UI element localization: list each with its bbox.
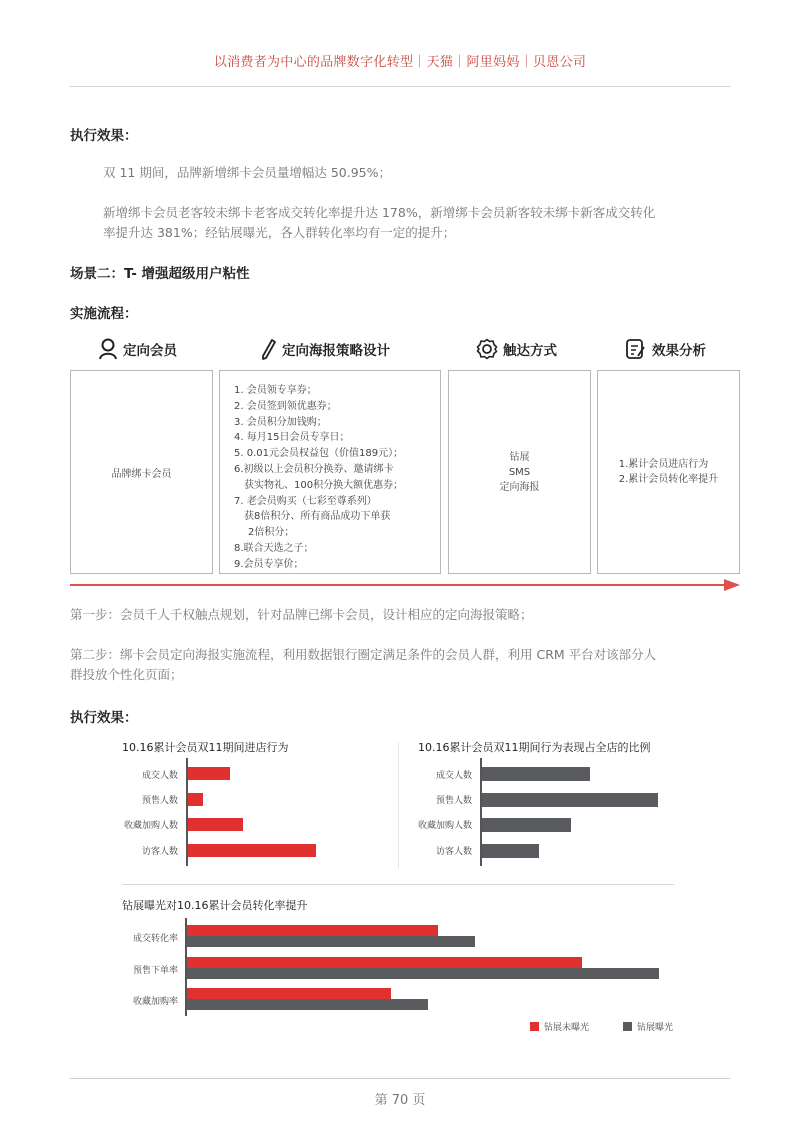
reach-item: 定向海报: [499, 481, 540, 493]
chart3-legend-item-not-exposed: [530, 1020, 589, 1033]
page-number: 第 70 页: [374, 1093, 426, 1108]
gear-icon: [476, 338, 498, 360]
person-icon: [98, 338, 118, 360]
flow-box-target-members: [70, 370, 213, 574]
header-title: 以消费者为中心的品牌数字化转型｜天猫｜阿里妈妈｜贝恩公司: [213, 55, 587, 70]
chart2-bar: [482, 793, 658, 807]
paragraph-result-1: 双 11 期间，品牌新增绑卡会员量增幅达 50.95%；: [103, 165, 391, 180]
chart3-bar-not-exposed: [187, 957, 582, 968]
strategy-item: 7. 老会员购买（七彩至尊系列）: [234, 495, 377, 507]
strategy-item: 4. 每月15日会员专享日；: [234, 432, 350, 444]
chart3-bar-not-exposed: [187, 988, 391, 999]
legend-swatch-gray: [623, 1022, 632, 1031]
flow-header-poster-strategy: [261, 337, 390, 361]
step-1: 第一步：会员千人千权触点规划，针对品牌已绑卡会员，设计相应的定向海报策略；: [70, 607, 533, 622]
strategy-item-cont: 2倍积分；: [248, 527, 295, 539]
chart2: [392, 758, 682, 868]
footer-divider: [70, 1078, 730, 1079]
chart3-bar-not-exposed: [187, 925, 438, 936]
chart3-title: 钻展曝光对10.16累计会员转化率提升: [122, 899, 308, 912]
strategy-item: 2. 会员签到领优惠券；: [234, 400, 337, 412]
strategy-item-cont: 获实物礼、100积分换大额优惠券；: [244, 479, 404, 491]
flow-header-label: 效果分析: [652, 343, 706, 359]
chart1-bar: [188, 844, 317, 857]
chart2-category-label: 成交人数: [435, 771, 472, 781]
box-text: 品牌绑卡会员: [111, 468, 172, 480]
section-heading-execution-results-2: 执行效果：: [70, 710, 138, 726]
chart3-category-label: 预售下单率: [132, 966, 178, 976]
chart3-category-label: 收藏加购率: [132, 997, 178, 1007]
flow-header-label: 定向海报策略设计: [282, 343, 390, 359]
section-heading-execution-results: 执行效果：: [70, 128, 138, 144]
chart3-bar-exposed: [187, 936, 475, 947]
reach-item: 钻展: [509, 451, 530, 463]
chart1-category-label: 成交人数: [141, 771, 178, 781]
reach-list: [500, 450, 540, 495]
chart2-bar: [482, 767, 590, 781]
paragraph-result-2a: 新增绑卡会员老客较未绑卡老客成交转化率提升达 178%，新增绑卡会员新客较未绑卡新客成交转化: [103, 205, 656, 220]
process-heading: 实施流程：: [70, 306, 138, 322]
chart1-bar: [188, 793, 204, 806]
flow-header-reach-method: [476, 337, 557, 361]
chart-separator-horizontal: [122, 884, 674, 885]
chart2-bar: [482, 818, 572, 832]
flow-header-label: 触达方式: [503, 343, 557, 359]
chart3-bar-exposed: [187, 999, 428, 1010]
chart3-bar-exposed: [187, 968, 659, 979]
strategy-list: [220, 371, 403, 573]
reach-item: SMS: [508, 466, 531, 478]
strategy-item: 3. 会员积分加钱购；: [234, 416, 327, 428]
flow-header-target-members: [98, 337, 177, 361]
chart2-bar: [482, 844, 540, 858]
pencil-icon: [261, 338, 277, 360]
flow-box-poster-strategy: [219, 370, 441, 574]
chart1-bar: [188, 767, 231, 780]
analysis-item: 2.累计会员转化率提升: [618, 474, 719, 485]
chart3-legend-item-exposed: [623, 1020, 673, 1033]
chart2-title: 10.16累计会员双11期间行为表现占全店的比例: [418, 741, 651, 754]
legend-label: 钻展未曝光: [544, 1023, 590, 1033]
header-divider: [70, 86, 730, 87]
paragraph-result-2b: 率提升达 381%；经钻展曝光，各人群转化率均有一定的提升；: [103, 225, 456, 240]
strategy-item: 1. 会员领专享券；: [234, 385, 317, 396]
flow-box-reach-method: [448, 370, 591, 574]
legend-label: 钻展曝光: [637, 1023, 674, 1033]
legend-swatch-red: [530, 1022, 539, 1031]
flow-box-effect-analysis: [597, 370, 740, 574]
flow-header-label: 定向会员: [123, 343, 177, 359]
flow-arrow-line: [70, 584, 730, 586]
analysis-list: [619, 457, 719, 487]
chart2-category-label: 收藏加购人数: [417, 821, 472, 831]
chart1-bar: [188, 818, 243, 831]
chart2-category-label: 访客人数: [435, 847, 472, 857]
chart1-category-label: 访客人数: [141, 847, 178, 857]
scene-title: 场景二：T- 增强超级用户粘性: [70, 266, 250, 282]
chart3: [98, 918, 678, 1018]
chart1-category-label: 预售人数: [141, 796, 178, 806]
strategy-item: 5. 0.01元会员权益包（价值189元）；: [234, 448, 404, 460]
document-edit-icon: [625, 338, 647, 360]
step-2-line-2: 群投放个性化页面；: [70, 667, 183, 682]
strategy-item: 6.初级以上会员积分换券、邀请绑卡: [234, 463, 394, 475]
chart3-category-label: 成交转化率: [132, 934, 178, 944]
chart1-category-label: 收藏加购人数: [123, 821, 178, 831]
chart2-category-label: 预售人数: [435, 796, 472, 806]
analysis-item: 1.累计会员进店行为: [618, 459, 709, 470]
chart1-title: 10.16累计会员双11期间进店行为: [122, 741, 289, 754]
strategy-item: 8.联合天选之子；: [234, 542, 314, 554]
strategy-item: 9.会员专享价；: [234, 558, 304, 570]
strategy-item-cont: 获8倍积分、所有商品成功下单获: [244, 511, 391, 523]
step-2-line-1: 第二步：绑卡会员定向海报实施流程，利用数据银行圈定满足条件的会员人群，利用 CRM 平台对该部分人: [70, 647, 657, 662]
flow-header-effect-analysis: [625, 337, 706, 361]
flow-arrow-head-icon: [724, 579, 740, 591]
chart1: [98, 758, 398, 868]
